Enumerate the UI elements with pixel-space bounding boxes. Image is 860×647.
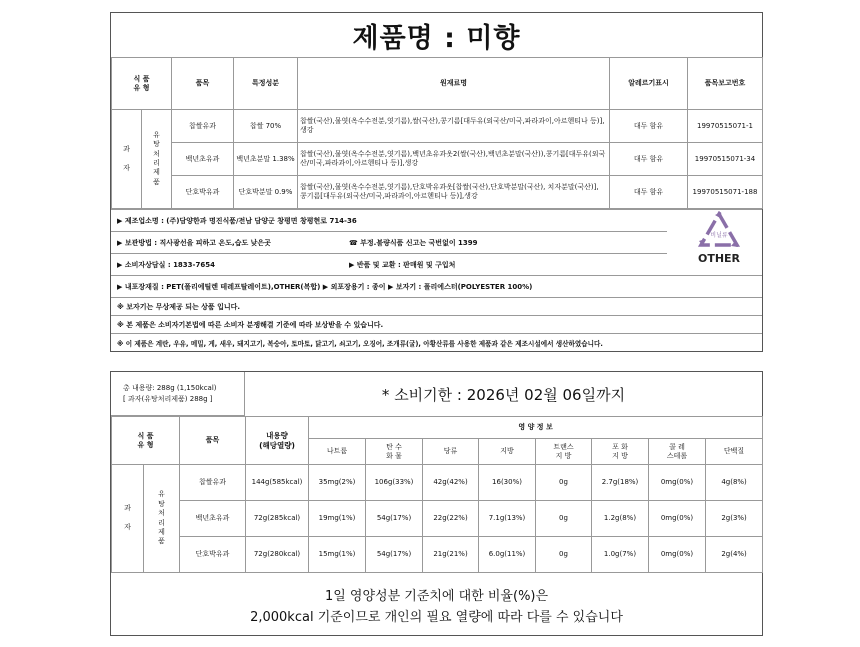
nutrient-header: 포 화 지 방 — [592, 439, 649, 465]
recycle-label: OTHER — [697, 252, 741, 265]
header-food-type: 식 품 유 형 — [112, 58, 172, 110]
report-number: 19970515071-188 — [688, 176, 763, 209]
nutrient-value: 54g(17%) — [366, 537, 423, 573]
nutrition-sheet — [110, 371, 763, 636]
report-call-text: ☎ 부정.불량식품 신고는 국번없이 1399 — [349, 238, 478, 247]
allergy-text: 대두 함유 — [610, 143, 688, 176]
storage-row — [111, 231, 667, 253]
nutrient-value: 1.0g(7%) — [592, 537, 649, 573]
content-amount: 72g(280kcal) — [246, 537, 309, 573]
packaging-text: ▶ 내포장재질 : PET(폴리에틸렌 테레프탈레이트),OTHER(복합) ▶ 외포장용기 : 종이 ▶ 보자기 : 폴리에스터(POLYESTER 100%) — [117, 282, 533, 291]
content-amount: 144g(585kcal) — [246, 465, 309, 501]
nutrient-value: 6.0g(11%) — [479, 537, 536, 573]
nutrient-value: 0mg(0%) — [649, 465, 706, 501]
table-row — [112, 501, 763, 537]
header-content: 내용량 (해당열량) — [246, 417, 309, 465]
nutrient-value: 22g(22%) — [423, 501, 479, 537]
expiry-date-text: * 소비기한 : 2026년 02월 06일까지 — [381, 385, 626, 404]
product-title — [111, 13, 762, 58]
ingredients-text: 찹쌀(국산),물엿(옥수수전분,엿기름),백년초유과옷2(쌀(국산),백년초분말(국산)),콩기름[대두유(외국산/미국,파라과이,아르헨티나 등)],생강 — [298, 143, 610, 176]
item-name: 찹쌀유과 — [180, 465, 246, 501]
note-giftwrap: ※ 보자기는 무상제공 되는 상품 입니다. — [117, 302, 241, 311]
special-ingredient: 찹쌀 70% — [234, 110, 298, 143]
item-name: 백년초유과 — [180, 501, 246, 537]
ingredients-text: 찹쌀(국산),물엿(옥수수전분,엿기름),단호박유과옷[찹쌀(국산),단호박분말(국산), 치자분말(국산)], 콩기름[대두유(외국산/미국,파라과이,아르헨티나 등)],생강 — [298, 176, 610, 209]
allergy-text: 대두 함유 — [610, 176, 688, 209]
note-compensation: ※ 본 제품은 소비자기본법에 따른 소비자 분쟁해결 기준에 따라 보상받을 수 있습니다. — [117, 320, 384, 329]
note-row — [111, 333, 762, 352]
category-sub: 유 탕 처 리 제 품 — [144, 465, 180, 573]
nutrition-footnote-text: 1일 영양성분 기준치에 대한 비율(%)은 2,000kcal 기준이므로 개인의 필요 열량에 따라 다를 수 있습니다 — [250, 589, 623, 625]
nutrient-value: 2.7g(18%) — [592, 465, 649, 501]
recycle-mark-text: 비닐류 — [710, 232, 728, 239]
table-row — [112, 465, 763, 501]
header-special: 특정성분 — [234, 58, 298, 110]
table-row — [112, 176, 763, 209]
nutrient-header: 단백질 — [706, 439, 763, 465]
note-allergen-facility: ※ 이 제품은 계란, 우유, 메밀, 게, 새우, 돼지고기, 복숭아, 토마토, 닭고기, 쇠고기, 오징어, 조개류(굴), 아황산류를 사용한 제품과 같은 제조시설에서 생산하였습니다. — [117, 340, 603, 348]
nutrient-value: 1.2g(8%) — [592, 501, 649, 537]
ingredients-text: 찹쌀(국산),물엿(옥수수전분,엿기름),쌀(국산),콩기름[대두유(외국산/미국,파라과이,아르헨티나 등)],생강 — [298, 110, 610, 143]
storage-text: ▶ 보관방법 : 직사광선을 피하고 온도,습도 낮은곳 — [117, 238, 271, 247]
header-report-no: 품목보고번호 — [688, 58, 763, 110]
report-number: 19970515071-34 — [688, 143, 763, 176]
nutrient-header: 당류 — [423, 439, 479, 465]
product-info-sheet — [110, 12, 763, 352]
nutrient-value: 16(30%) — [479, 465, 536, 501]
nutrient-value: 54g(17%) — [366, 501, 423, 537]
nutrient-value: 19mg(1%) — [309, 501, 366, 537]
header-allergy: 알레르기표시 — [610, 58, 688, 110]
manufacturer-row — [111, 209, 762, 231]
nutrient-value: 2g(4%) — [706, 537, 763, 573]
note-row — [111, 315, 762, 333]
nutrient-value: 0g — [536, 465, 592, 501]
total-weight — [111, 372, 245, 416]
nutrient-header: 콜 레 스테롤 — [649, 439, 706, 465]
manufacturer-text: ▶ 제조업소명 : (주)담양한과 명진식품/전남 담양군 창평면 창평현로 714-36 — [117, 216, 357, 225]
nutrition-table — [111, 416, 763, 573]
nutrient-value: 0g — [536, 501, 592, 537]
header-item: 품목 — [180, 417, 246, 465]
ingredient-table — [111, 57, 763, 209]
recycle-mark — [683, 211, 755, 273]
nutrient-header: 나트륨 — [309, 439, 366, 465]
nutrient-header: 트랜스 지 방 — [536, 439, 592, 465]
product-title-text: 제품명 : 미향 — [352, 22, 521, 54]
item-name: 단호박유과 — [172, 176, 234, 209]
nutrient-header: 탄 수 화 물 — [366, 439, 423, 465]
allergy-text: 대두 함유 — [610, 110, 688, 143]
packaging-row — [111, 275, 762, 297]
nutrient-value: 7.1g(13%) — [479, 501, 536, 537]
item-name: 단호박유과 — [180, 537, 246, 573]
header-nutrition: 영 양 정 보 — [309, 417, 763, 439]
note-row — [111, 297, 762, 315]
table-row — [112, 143, 763, 176]
special-ingredient: 단호박분말 0.9% — [234, 176, 298, 209]
consult-text: ▶ 소비자상담실 : 1833-7654 — [117, 260, 215, 269]
content-amount: 72g(285kcal) — [246, 501, 309, 537]
report-number: 19970515071-1 — [688, 110, 763, 143]
consult-row — [111, 253, 667, 275]
category-main: 과 자 — [112, 465, 144, 573]
header-ingredients: 원재료명 — [298, 58, 610, 110]
special-ingredient: 백년초분말 1.38% — [234, 143, 298, 176]
category-main: 과 자 — [112, 110, 142, 209]
nutrient-value: 42g(42%) — [423, 465, 479, 501]
nutrient-value: 2g(3%) — [706, 501, 763, 537]
nutrient-value: 0mg(0%) — [649, 501, 706, 537]
nutrient-value: 35mg(2%) — [309, 465, 366, 501]
nutrient-value: 21g(21%) — [423, 537, 479, 573]
category-sub: 유 탕 처 리 제 품 — [142, 110, 172, 209]
nutrient-value: 0g — [536, 537, 592, 573]
item-name: 찹쌀유과 — [172, 110, 234, 143]
header-item: 품목 — [172, 58, 234, 110]
return-text: ▶ 반품 및 교환 : 판매원 및 구입처 — [349, 260, 456, 269]
expiry-date — [245, 372, 762, 417]
nutrient-value: 4g(8%) — [706, 465, 763, 501]
item-name: 백년초유과 — [172, 143, 234, 176]
nutrient-value: 0mg(0%) — [649, 537, 706, 573]
nutrient-value: 15mg(1%) — [309, 537, 366, 573]
nutrition-footnote — [111, 580, 762, 635]
header-food-type: 식 품 유 형 — [112, 417, 180, 465]
table-row — [112, 537, 763, 573]
nutrient-value: 106g(33%) — [366, 465, 423, 501]
table-row — [112, 110, 763, 143]
nutrient-header: 지방 — [479, 439, 536, 465]
total-weight-text: 총 내용량: 288g (1,150kcal) [ 과자(유탕처리제품) 288g ] — [123, 384, 217, 403]
